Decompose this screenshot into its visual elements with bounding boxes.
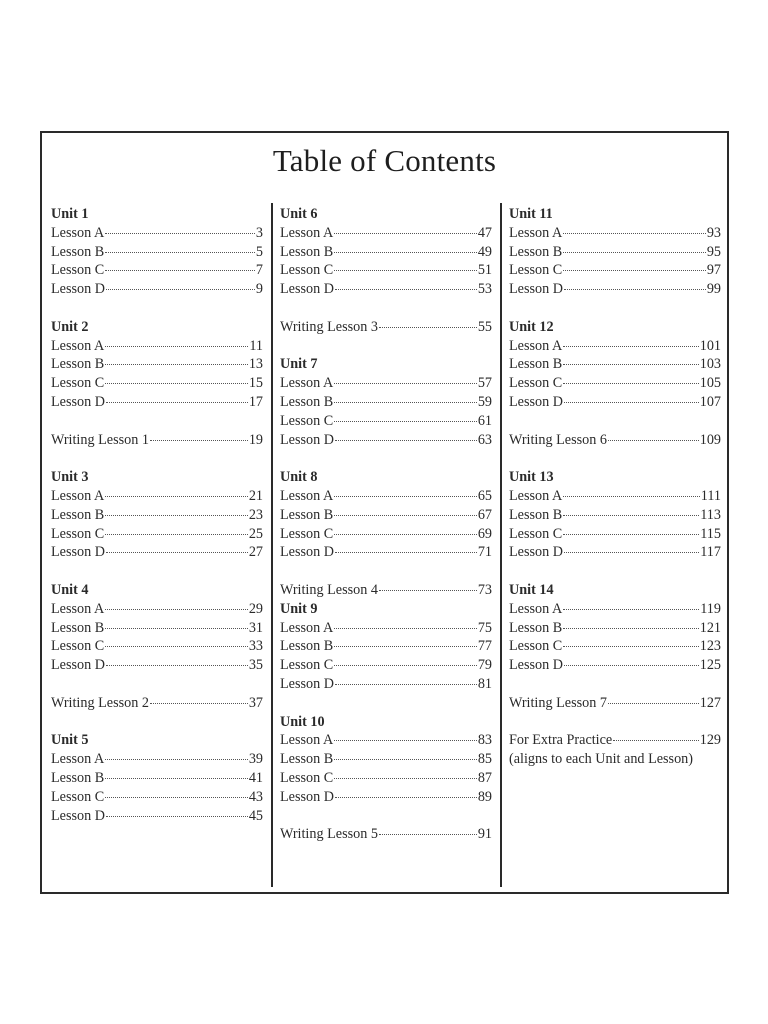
- unit-heading: Unit 8: [280, 469, 318, 486]
- toc-entry: [51, 807, 263, 826]
- entry-label: Lesson D: [51, 807, 105, 824]
- entry-label: Lesson C: [280, 769, 334, 786]
- entry-label: Lesson C: [509, 375, 563, 392]
- unit-heading: Unit 13: [509, 469, 554, 486]
- entry-label: Lesson D: [51, 544, 105, 561]
- entry-label: Lesson A: [509, 487, 563, 504]
- dot-leader: [563, 252, 706, 253]
- dot-leader: [335, 552, 477, 553]
- toc-entry: [280, 506, 492, 525]
- entry-label: Lesson D: [51, 393, 105, 410]
- page-number: 101: [699, 337, 721, 354]
- dot-leader: [334, 496, 477, 497]
- page-number: 9: [255, 281, 263, 298]
- entry-label: Lesson D: [51, 281, 105, 298]
- dot-leader: [105, 252, 255, 253]
- entry-label: Lesson A: [51, 337, 105, 354]
- page-number: 19: [248, 431, 263, 448]
- page-number: 89: [477, 788, 492, 805]
- spacer: [51, 713, 263, 732]
- entry-label: Writing Lesson 4: [280, 581, 378, 598]
- entry-label: Lesson A: [280, 487, 334, 504]
- entry-label: Lesson A: [280, 732, 334, 749]
- entry-label: Lesson D: [509, 544, 563, 561]
- page-number: 121: [699, 619, 721, 636]
- entry-label: Lesson B: [51, 769, 105, 786]
- unit-heading: Unit 14: [509, 581, 554, 598]
- toc-entry: [509, 243, 721, 262]
- toc-entry: [280, 280, 492, 299]
- page-number: 21: [248, 487, 263, 504]
- toc-entry: [280, 825, 492, 844]
- toc-entry: [280, 543, 492, 562]
- dot-leader: [564, 665, 699, 666]
- unit-heading: Unit 4: [51, 581, 89, 598]
- entry-label: Writing Lesson 6: [509, 431, 607, 448]
- page-number: 67: [477, 506, 492, 523]
- dot-leader: [150, 440, 248, 441]
- page-number: 83: [477, 732, 492, 749]
- entry-label: Lesson B: [51, 356, 105, 373]
- entry-label: Lesson A: [51, 600, 105, 617]
- page-number: 93: [706, 224, 721, 241]
- page-number: 29: [248, 600, 263, 617]
- toc-entry: [280, 619, 492, 638]
- toc-entry: [51, 750, 263, 769]
- page-number: 125: [699, 657, 721, 674]
- toc-entry: [51, 543, 263, 562]
- toc-entry: [51, 393, 263, 412]
- entry-label: Lesson B: [509, 243, 563, 260]
- unit-heading: Unit 11: [509, 206, 553, 222]
- dot-leader: [150, 703, 248, 704]
- unit-heading: Unit 6: [280, 206, 318, 222]
- entry-label: Lesson B: [51, 506, 105, 523]
- dot-leader: [105, 364, 248, 365]
- dot-leader: [335, 797, 477, 798]
- unit-heading: Unit 1: [51, 206, 89, 222]
- entry-label: Lesson D: [509, 393, 563, 410]
- toc-entry: [280, 731, 492, 750]
- dot-leader: [334, 402, 477, 403]
- dot-leader: [106, 665, 248, 666]
- dot-leader: [105, 270, 255, 271]
- toc-entry: [509, 731, 721, 750]
- toc-entry: [280, 393, 492, 412]
- dot-leader: [379, 327, 477, 328]
- toc-entry: [51, 506, 263, 525]
- page-number: 55: [477, 318, 492, 335]
- entry-label: Lesson C: [51, 525, 105, 542]
- page-number: 13: [248, 356, 263, 373]
- page-number: 53: [477, 281, 492, 298]
- column-divider: [271, 203, 273, 887]
- dot-leader: [106, 552, 248, 553]
- dot-leader: [334, 252, 477, 253]
- dot-leader: [613, 740, 699, 741]
- unit-heading: Unit 5: [51, 732, 89, 749]
- spacer: [280, 807, 492, 826]
- entry-label: Writing Lesson 7: [509, 694, 607, 711]
- toc-entry: [51, 355, 263, 374]
- entry-label: Lesson A: [280, 375, 334, 392]
- entry-label: Lesson B: [509, 619, 563, 636]
- dot-leader: [335, 440, 477, 441]
- toc-entry: [280, 750, 492, 769]
- dot-leader: [105, 515, 248, 516]
- dot-leader: [106, 289, 255, 290]
- page-number: 87: [477, 769, 492, 786]
- toc-entry: [280, 675, 492, 694]
- unit-heading: Unit 12: [509, 318, 554, 335]
- page-number: 17: [248, 393, 263, 410]
- toc-entry: [51, 243, 263, 262]
- page-number: 41: [248, 769, 263, 786]
- spacer: [509, 449, 721, 468]
- dot-leader: [334, 778, 477, 779]
- entry-label: Lesson B: [280, 751, 334, 768]
- page-number: 45: [248, 807, 263, 824]
- dot-leader: [105, 496, 248, 497]
- page-number: 103: [699, 356, 721, 373]
- page-number: 107: [699, 393, 721, 410]
- page-number: 117: [700, 544, 721, 561]
- page-number: 71: [477, 544, 492, 561]
- toc-entry: [509, 374, 721, 393]
- page-number: 37: [248, 694, 263, 711]
- toc-entry: [51, 525, 263, 544]
- toc-entry: [509, 619, 721, 638]
- spacer: [280, 449, 492, 468]
- dot-leader: [334, 233, 477, 234]
- spacer: [51, 449, 263, 468]
- page-number: 91: [477, 826, 492, 843]
- toc-entry: [509, 637, 721, 656]
- entry-label: Lesson B: [280, 243, 334, 260]
- toc-entry: [280, 788, 492, 807]
- toc-entry: [51, 769, 263, 788]
- dot-leader: [563, 233, 706, 234]
- dot-leader: [334, 515, 477, 516]
- page-number: 61: [477, 412, 492, 429]
- unit-heading: Unit 7: [280, 356, 318, 373]
- spacer: [51, 412, 263, 431]
- page-number: 31: [248, 619, 263, 636]
- unit-heading: Unit 3: [51, 469, 89, 486]
- toc-entry: [509, 280, 721, 299]
- page-number: 7: [255, 262, 263, 279]
- toc-entry: [280, 243, 492, 262]
- toc-entry: [280, 318, 492, 337]
- entry-label: Lesson B: [51, 619, 105, 636]
- spacer: [51, 675, 263, 694]
- page-number: 23: [248, 506, 263, 523]
- toc-entry: [51, 337, 263, 356]
- dot-leader: [563, 534, 699, 535]
- toc-entry: [280, 487, 492, 506]
- toc-entry: [509, 487, 721, 506]
- entry-label: Writing Lesson 3: [280, 318, 378, 335]
- entry-label: Lesson A: [51, 751, 105, 768]
- dot-leader: [334, 740, 477, 741]
- entry-label: Lesson C: [509, 262, 563, 279]
- spacer: [509, 675, 721, 694]
- toc-entry: [509, 393, 721, 412]
- toc-entry: [280, 656, 492, 675]
- entry-label: Lesson B: [509, 356, 563, 373]
- toc-entry: [280, 374, 492, 393]
- entry-label: Lesson D: [51, 657, 105, 674]
- entry-label: Lesson C: [51, 788, 105, 805]
- dot-leader: [105, 778, 248, 779]
- spacer: [280, 299, 492, 318]
- entry-label: Lesson D: [280, 675, 334, 692]
- toc-entry: [280, 637, 492, 656]
- dot-leader: [105, 534, 248, 535]
- spacer: [51, 299, 263, 318]
- dot-leader: [563, 346, 699, 347]
- toc-frame: [40, 131, 729, 894]
- spacer: [280, 562, 492, 581]
- toc-entry: [509, 355, 721, 374]
- page-number: 69: [477, 525, 492, 542]
- column-divider: [500, 203, 502, 887]
- toc-entry: [51, 637, 263, 656]
- entry-label: Lesson A: [51, 487, 105, 504]
- unit-heading: Unit 10: [280, 713, 325, 730]
- toc-entry: [51, 280, 263, 299]
- dot-leader: [105, 628, 248, 629]
- toc-entry: [509, 224, 721, 243]
- unit-heading: Unit 9: [280, 600, 318, 617]
- page-number: 77: [477, 638, 492, 655]
- toc-entry: [280, 224, 492, 243]
- entry-label: Lesson C: [509, 638, 563, 655]
- page-number: 49: [477, 243, 492, 260]
- spacer: [509, 412, 721, 431]
- spacer: [509, 299, 721, 318]
- entry-label: Lesson A: [51, 224, 105, 241]
- entry-label: Writing Lesson 1: [51, 431, 149, 448]
- toc-entry: [509, 261, 721, 280]
- dot-leader: [334, 759, 477, 760]
- toc-entry: [51, 487, 263, 506]
- toc-entry: [51, 656, 263, 675]
- dot-leader: [105, 233, 255, 234]
- toc-entry: [509, 600, 721, 619]
- dot-leader: [106, 816, 248, 817]
- toc-entry: [51, 619, 263, 638]
- dot-leader: [563, 496, 700, 497]
- entry-label: Lesson A: [509, 224, 563, 241]
- page-number: 65: [477, 487, 492, 504]
- page-number: 51: [477, 262, 492, 279]
- entry-label: Lesson A: [280, 619, 334, 636]
- dot-leader: [334, 665, 477, 666]
- dot-leader: [563, 515, 699, 516]
- page-number: 59: [477, 393, 492, 410]
- dot-leader: [608, 440, 699, 441]
- toc-entry: [509, 431, 721, 450]
- dot-leader: [335, 684, 477, 685]
- page-number: 99: [706, 281, 721, 298]
- page-number: 113: [700, 506, 721, 523]
- dot-leader: [564, 402, 699, 403]
- spacer: [280, 694, 492, 713]
- toc-entry: [509, 525, 721, 544]
- dot-leader: [563, 270, 706, 271]
- entry-label: Lesson C: [280, 657, 334, 674]
- page-number: 105: [699, 375, 721, 392]
- page-number: 57: [477, 375, 492, 392]
- dot-leader: [379, 590, 477, 591]
- page-number: 47: [477, 224, 492, 241]
- dot-leader: [564, 289, 706, 290]
- dot-leader: [334, 421, 477, 422]
- page-number: 95: [706, 243, 721, 260]
- dot-leader: [105, 646, 248, 647]
- entry-label: Lesson C: [280, 525, 334, 542]
- dot-leader: [563, 383, 699, 384]
- page-number: 75: [477, 619, 492, 636]
- dot-leader: [105, 383, 248, 384]
- dot-leader: [105, 759, 248, 760]
- entry-label: Lesson B: [280, 506, 334, 523]
- dot-leader: [105, 797, 248, 798]
- page-number: 85: [477, 751, 492, 768]
- page-number: 27: [248, 544, 263, 561]
- dot-leader: [106, 402, 248, 403]
- page-number: 109: [699, 431, 721, 448]
- entry-label: Lesson C: [51, 638, 105, 655]
- toc-entry: [51, 224, 263, 243]
- entry-label: Lesson D: [509, 281, 563, 298]
- page-number: 5: [255, 243, 263, 260]
- page-number: 33: [248, 638, 263, 655]
- spacer: [51, 562, 263, 581]
- dot-leader: [563, 364, 699, 365]
- toc-entry: [509, 506, 721, 525]
- dot-leader: [334, 383, 477, 384]
- dot-leader: [563, 609, 699, 610]
- entry-label: Lesson D: [280, 544, 334, 561]
- entry-label: Lesson D: [280, 431, 334, 448]
- entry-label: Lesson C: [51, 262, 105, 279]
- toc-note: (aligns to each Unit and Lesson): [509, 751, 693, 768]
- dot-leader: [563, 646, 699, 647]
- dot-leader: [379, 834, 477, 835]
- toc-entry: [51, 788, 263, 807]
- dot-leader: [334, 646, 477, 647]
- spacer: [509, 713, 721, 732]
- entry-label: Lesson B: [509, 506, 563, 523]
- toc-entry: [509, 694, 721, 713]
- toc-entry: [51, 694, 263, 713]
- page-number: 79: [477, 657, 492, 674]
- entry-label: Lesson C: [280, 412, 334, 429]
- toc-entry: [280, 769, 492, 788]
- page-number: 63: [477, 431, 492, 448]
- toc-entry: [51, 431, 263, 450]
- toc-column-2: [280, 205, 492, 844]
- page-number: 25: [248, 525, 263, 542]
- page-number: 97: [706, 262, 721, 279]
- page-number: 81: [477, 675, 492, 692]
- dot-leader: [334, 628, 477, 629]
- entry-label: Lesson D: [280, 788, 334, 805]
- page-number: 119: [700, 600, 721, 617]
- toc-entry: [509, 656, 721, 675]
- entry-label: Lesson B: [51, 243, 105, 260]
- toc-entry: [51, 261, 263, 280]
- unit-heading: Unit 2: [51, 318, 89, 335]
- entry-label: Writing Lesson 2: [51, 694, 149, 711]
- page-number: 15: [248, 375, 263, 392]
- page-number: 39: [248, 751, 263, 768]
- toc-column-3: [509, 205, 721, 769]
- toc-entry: [280, 581, 492, 600]
- entry-label: Lesson C: [280, 262, 334, 279]
- toc-entry: [280, 412, 492, 431]
- page-number: 11: [249, 337, 263, 354]
- entry-label: Lesson A: [509, 600, 563, 617]
- dot-leader: [335, 289, 477, 290]
- page-number: 43: [248, 788, 263, 805]
- page-number: 115: [700, 525, 721, 542]
- toc-entry: [280, 431, 492, 450]
- page-number: 127: [699, 694, 721, 711]
- page-number: 123: [699, 638, 721, 655]
- page-number: 3: [255, 224, 263, 241]
- page-number: 73: [477, 581, 492, 598]
- toc-entry: [51, 374, 263, 393]
- spacer: [509, 562, 721, 581]
- toc-entry: [509, 337, 721, 356]
- dot-leader: [608, 703, 699, 704]
- dot-leader: [564, 552, 699, 553]
- entry-label: Lesson B: [280, 393, 334, 410]
- entry-label: Lesson D: [280, 281, 334, 298]
- toc-entry: [280, 261, 492, 280]
- entry-label: Lesson A: [280, 224, 334, 241]
- entry-label: Writing Lesson 5: [280, 826, 378, 843]
- entry-label: Lesson C: [51, 375, 105, 392]
- dot-leader: [105, 346, 248, 347]
- entry-label: Lesson C: [509, 525, 563, 542]
- dot-leader: [105, 609, 248, 610]
- spacer: [280, 337, 492, 356]
- toc-column-1: [51, 205, 263, 825]
- dot-leader: [334, 534, 477, 535]
- page-title: Table of Contents: [272, 143, 497, 178]
- toc-entry: [51, 600, 263, 619]
- dot-leader: [563, 628, 699, 629]
- toc-entry: [280, 525, 492, 544]
- entry-label: Lesson D: [509, 657, 563, 674]
- entry-label: Lesson B: [280, 638, 334, 655]
- toc-entry: [509, 543, 721, 562]
- page-number: 111: [700, 487, 721, 504]
- page-number: 35: [248, 657, 263, 674]
- dot-leader: [334, 270, 477, 271]
- entry-label: For Extra Practice: [509, 732, 613, 749]
- page-number: 129: [699, 732, 721, 749]
- entry-label: Lesson A: [509, 337, 563, 354]
